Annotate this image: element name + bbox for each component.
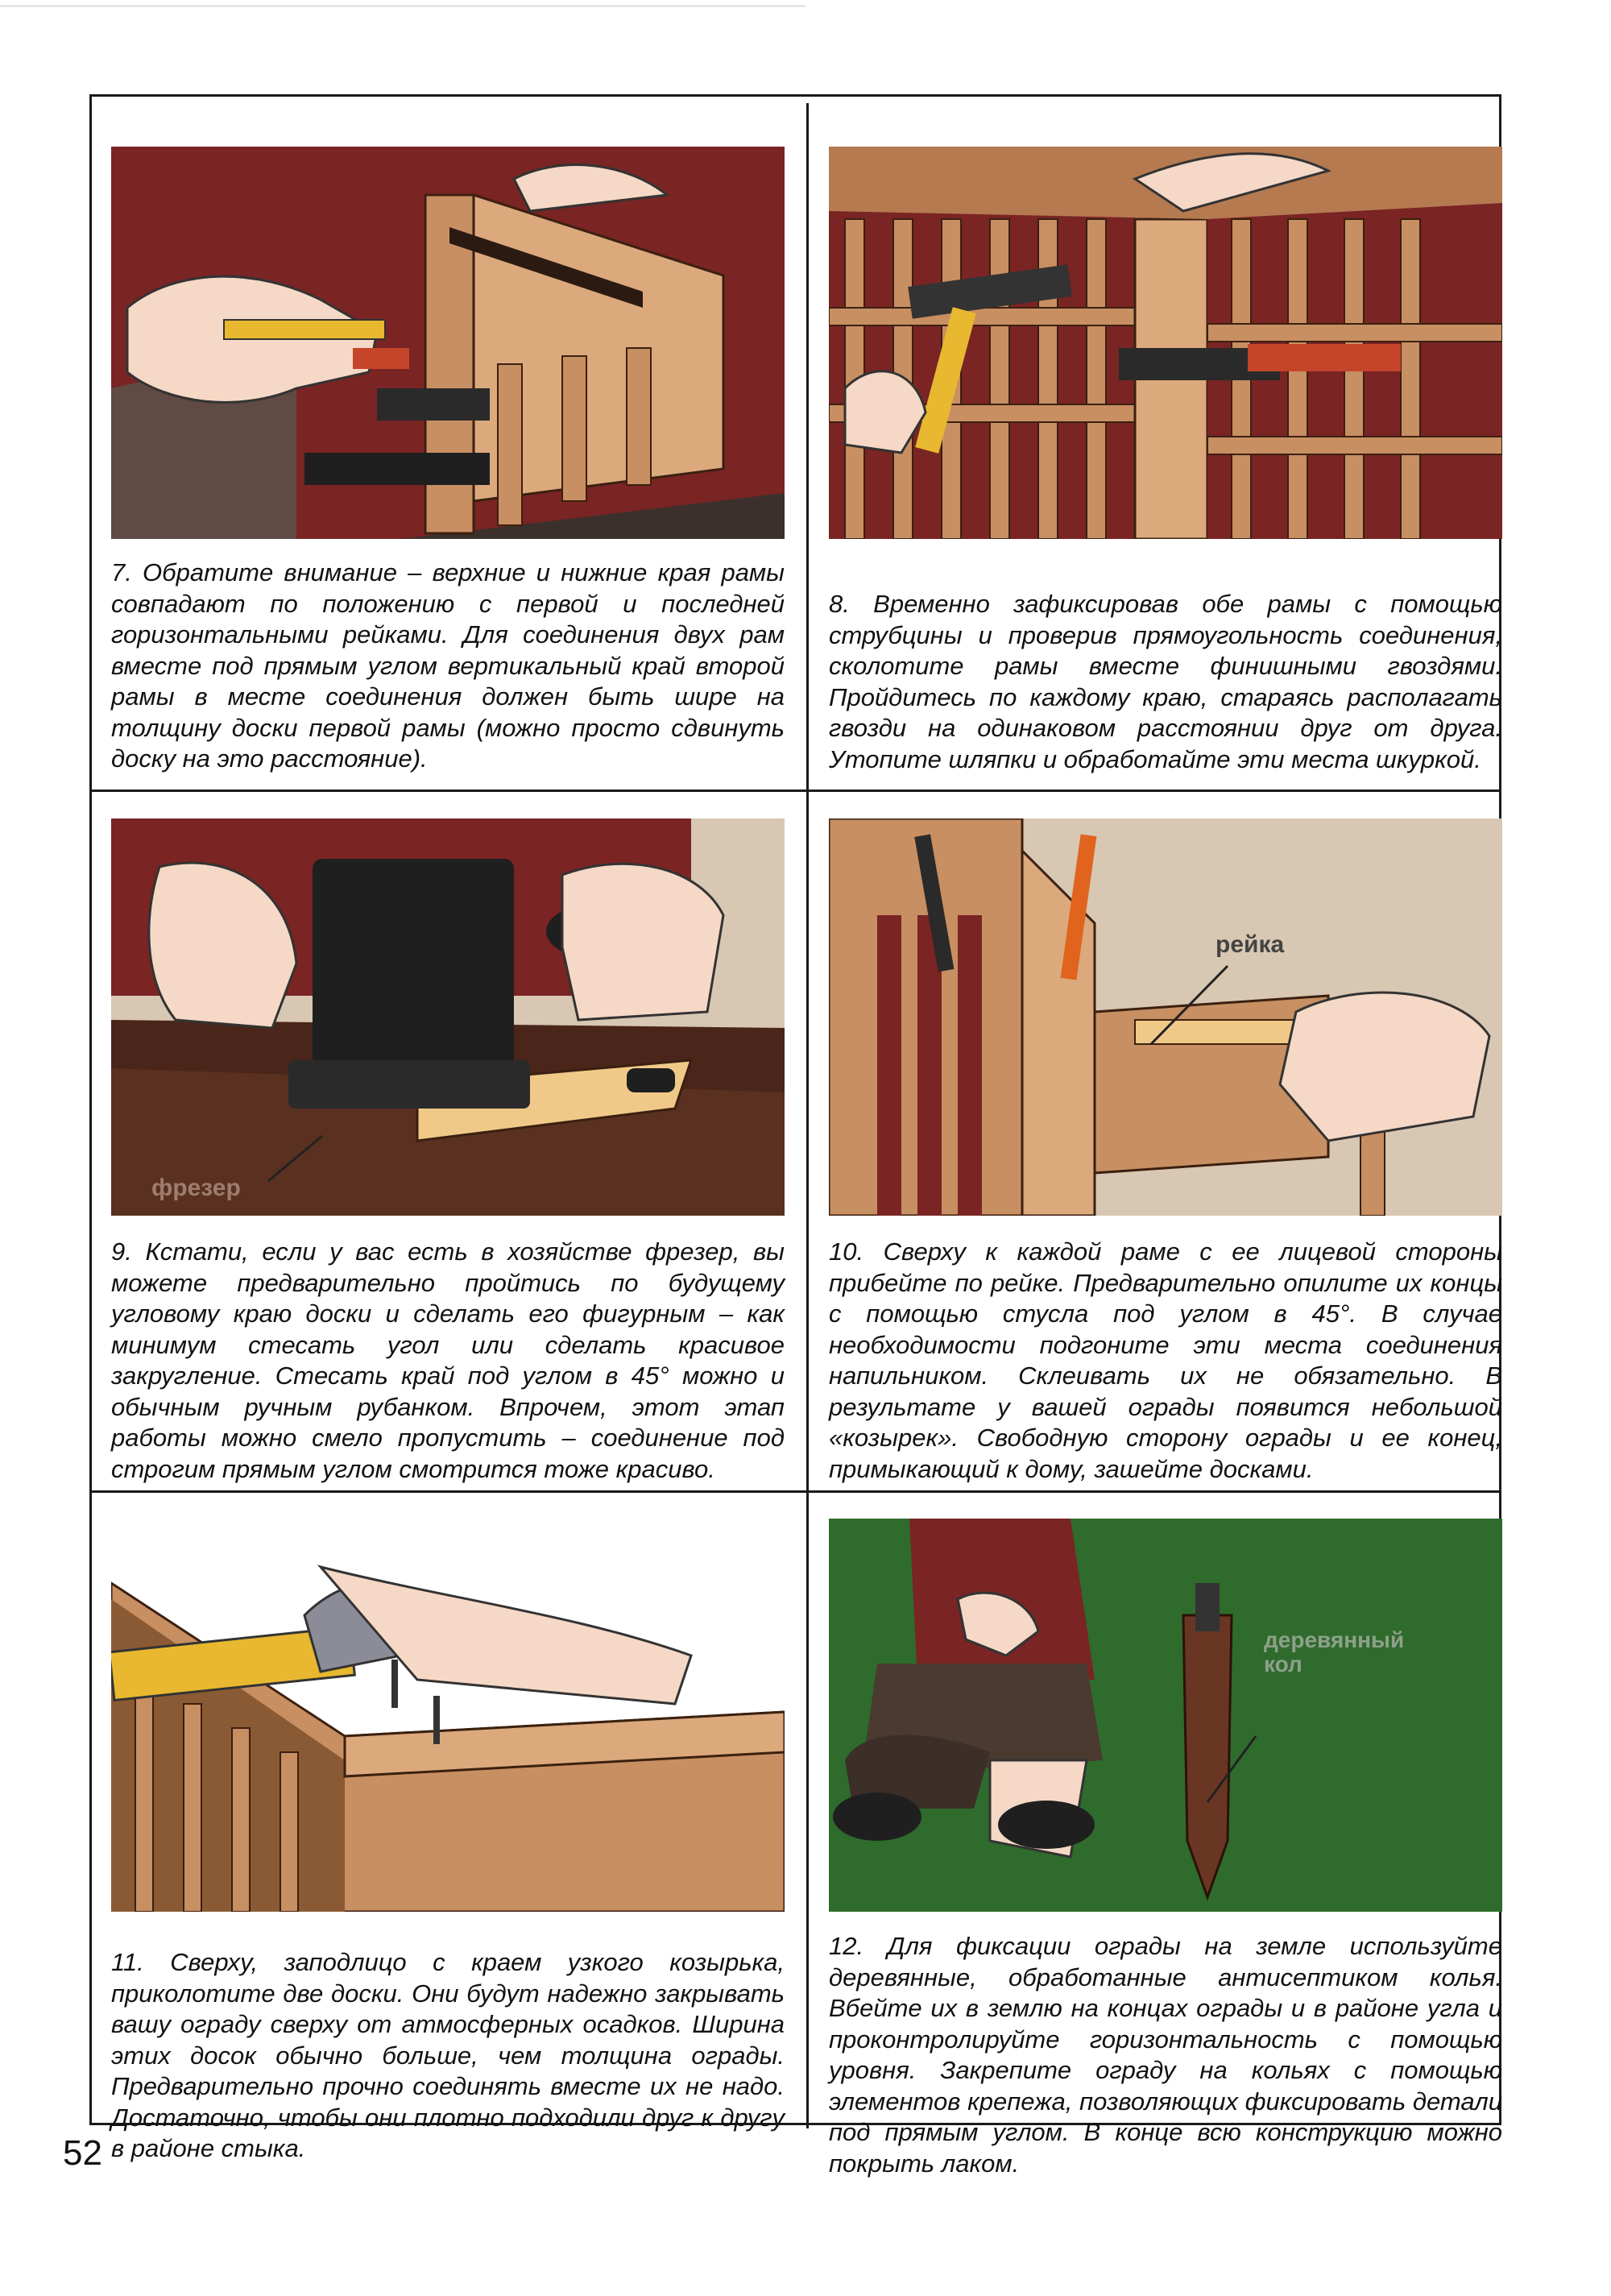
router-label: фрезер bbox=[151, 1175, 241, 1201]
row-divider-1 bbox=[89, 790, 1501, 792]
column-divider bbox=[806, 103, 809, 2128]
step-12-caption: 12. Для фиксации ограды на земле используйте деревянные, обработанные антисептиком колья. Вбейте их в землю на концах ограды и в районе угла и проконтролируйте горизонтальность с помощью уровня. Закрепите ограду на кольях с помощью элементов крепежа, позволяющих фиксировать детали под прямым углом. В конце всю конструкцию можно покрыть лаком. bbox=[829, 1932, 1502, 2178]
step-11-illustration bbox=[111, 1519, 785, 1912]
step-11-caption: 11. Сверху, заподлицо с краем узкого козырька, приколотите две доски. Они будут надежно закрывать вашу ограду сверху от атмосферных осадков. Ширина этих досок обычно больше, чем толщина ограды. Предварительно прочно соединять вместе их не надо. Достаточно, чтобы они плотно подходили друг к другу в районе стыка. bbox=[111, 1948, 785, 2162]
stake-label-line1: деревянный bbox=[1264, 1627, 1405, 1652]
step-7-illustration bbox=[111, 147, 785, 539]
page-number: 52 bbox=[63, 2133, 102, 2173]
step-10-caption: 10. Сверху к каждой раме с ее лицевой стороны прибейте по рейке. Предварительно опилите их концы с помощью стусла под углом в 45°. В случае необходимости подгоните эти места соединения напильником. Склеивать их не обязательно. В результате у вашей ограды появится небольшой «козырек». Свободную сторону ограды и ее конец, примыкающий к дому, зашейте досками. bbox=[829, 1237, 1502, 1483]
step-10-illustration bbox=[829, 819, 1502, 1216]
step-9-illustration bbox=[111, 819, 785, 1216]
stake-label-line2: кол bbox=[1264, 1652, 1302, 1676]
step-8-caption: 8. Временно зафиксировав обе рамы с помощью струбцины и проверив прямоугольность соединения, сколотите рамы вместе финишными гвоздями. Пройдитесь по каждому краю, стараясь располагать гвозди на одинаковом расстоянии друг от друга. Утопите шляпки и обработайте эти места шкуркой. bbox=[829, 590, 1502, 773]
top-rule bbox=[0, 5, 806, 7]
rail-label: рейка bbox=[1215, 931, 1285, 958]
step-7-caption: 7. Обратите внимание – верхние и нижние края рамы совпадают по положению с первой и последней горизонтальными рейками. Для соединения двух рам вместе под прямым углом вертикальный край второй рамы в месте соединения должен быть шире на толщину доски первой рамы (можно просто сдвинуть доску на это расстояние). bbox=[111, 558, 785, 773]
step-9-caption: 9. Кстати, если у вас есть в хозяйстве фрезер, вы можете предварительно пройтись по будущему угловому краю доски и сделать его фигурным – как минимум стесать угол или сделать красивое закругление. Стесать край под углом в 45° можно и обычным ручным рубанком. Впрочем, этот этап работы можно смело пропустить – соединение под строгим прямым углом смотрится тоже красиво. bbox=[111, 1237, 785, 1483]
row-divider-2 bbox=[89, 1490, 1501, 1493]
step-8-illustration bbox=[829, 147, 1502, 539]
step-12-illustration bbox=[829, 1519, 1502, 1912]
